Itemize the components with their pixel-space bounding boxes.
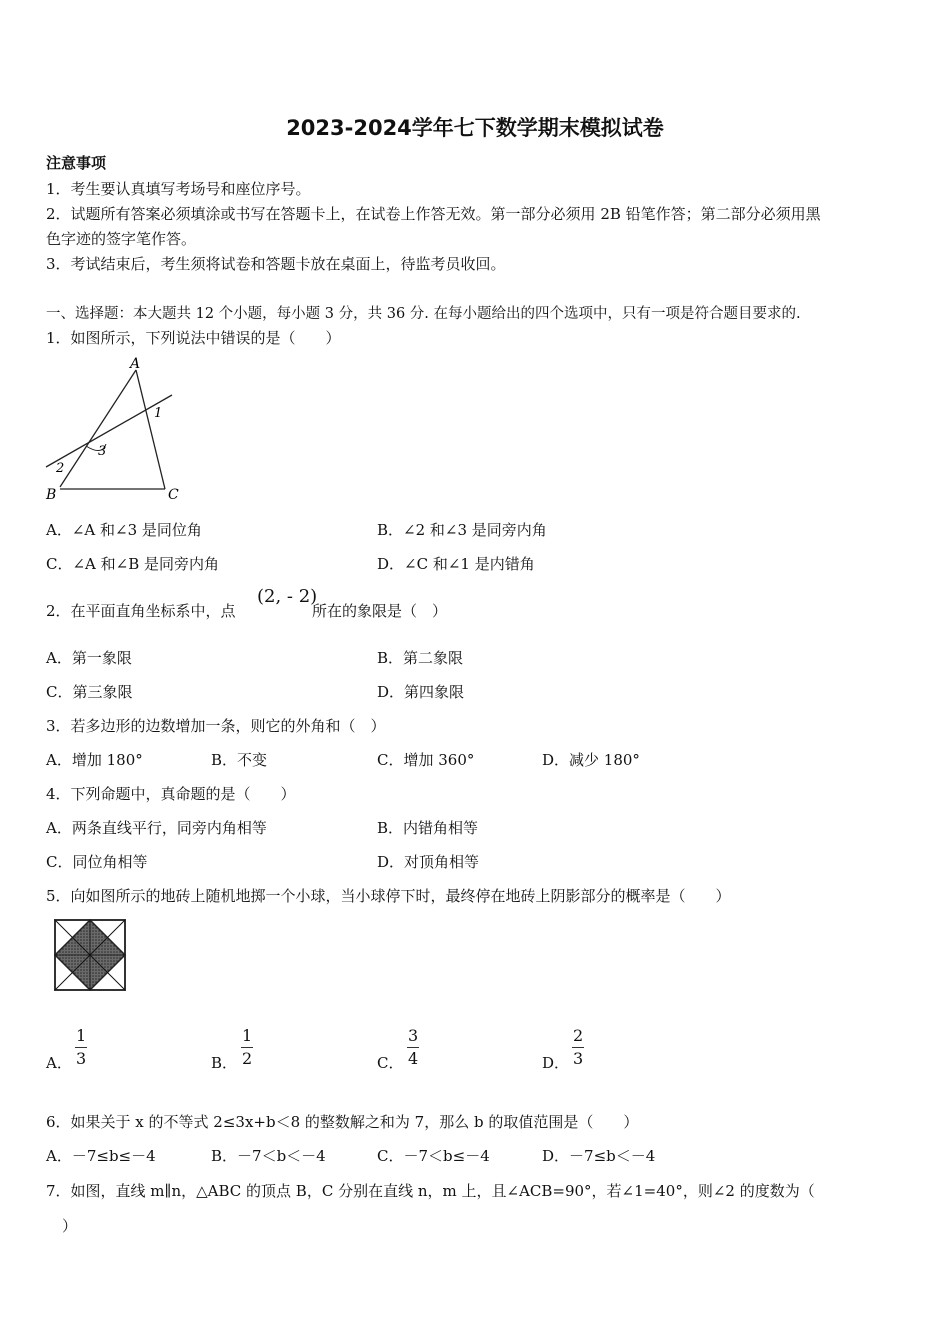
q4-option-d: D．对顶角相等: [377, 853, 480, 871]
q6-option-b: B．－7＜b＜－4: [211, 1147, 326, 1165]
q2-stem-pre: 2．在平面直角坐标系中，点: [46, 602, 236, 620]
q6-option-d: D．－7≤b＜－4: [542, 1147, 656, 1165]
vertex-label-b: B: [46, 487, 57, 503]
q6-option-c: C．－7＜b≤－4: [377, 1147, 490, 1165]
q1-stem: 1．如图所示，下列说法中错误的是（ ）: [46, 329, 341, 347]
q2-stem-post: 所在的象限是（ ）: [312, 602, 448, 620]
fraction-denominator: 4: [408, 1049, 419, 1068]
angle-label-1: 1: [154, 406, 163, 421]
q5-option-b-fraction: [240, 1027, 254, 1068]
q2-option-c: C．第三象限: [46, 683, 133, 701]
q5-stem: 5．向如图所示的地砖上随机地掷一个小球，当小球停下时，最终停在地砖上阴影部分的概率是（ ）: [46, 887, 731, 905]
q5-option-d-letter: D．: [542, 1054, 570, 1072]
q5-option-a-letter: A．: [46, 1054, 72, 1072]
q5-option-c-letter: C．: [377, 1054, 404, 1072]
q3-option-a: A．增加 180°: [46, 751, 143, 769]
q5-option-a-fraction: [74, 1027, 88, 1068]
q2-option-a: A．第一象限: [46, 649, 132, 667]
q6-stem: 6．如果关于 x 的不等式 2≤3x+b＜8 的整数解之和为 7，那么 b 的取值范围是（ ）: [46, 1113, 639, 1131]
q4-stem: 4．下列命题中，真命题的是（ ）: [46, 785, 296, 803]
page-title: 2023-2024学年七下数学期末模拟试卷: [286, 116, 664, 140]
q5-option-d-fraction: [571, 1027, 585, 1068]
vertex-label-c: C: [168, 487, 179, 503]
angle-label-2: 2: [56, 461, 65, 476]
q5-option-c-fraction: [406, 1027, 420, 1068]
q7-stem-end: ）: [62, 1217, 78, 1235]
q4-option-b: B．内错角相等: [377, 819, 479, 837]
q1-option-b: B．∠2 和∠3 是同旁内角: [377, 521, 547, 539]
notice-heading: 注意事项: [46, 154, 107, 172]
notice-item: 色字迹的签字笔作答。: [46, 230, 197, 248]
q3-stem: 3．若多边形的边数增加一条，则它的外角和（ ）: [46, 717, 386, 735]
q4-option-c: C．同位角相等: [46, 853, 148, 871]
q4-option-a: A．两条直线平行，同旁内角相等: [46, 819, 267, 837]
q1-option-a: A．∠A 和∠3 是同位角: [46, 521, 202, 539]
fraction-numerator: 3: [408, 1026, 419, 1045]
q3-option-b: B．不变: [211, 751, 268, 769]
q7-stem: 7．如图，直线 m∥n，△ABC 的顶点 B，C 分别在直线 n，m 上，且∠ACB=90°，若∠1=40°，则∠2 的度数为（: [46, 1182, 815, 1200]
q5-tile-figure: [53, 918, 127, 992]
section-heading: 一、选择题：本大题共 12 个小题，每小题 3 分，共 36 分. 在每小题给出的四个选项中，只有一项是符合题目要求的.: [46, 306, 801, 322]
notice-item: 1．考生要认真填写考场号和座位序号。: [46, 180, 311, 198]
q1-option-c: C．∠A 和∠B 是同旁内角: [46, 555, 220, 573]
q3-option-d: D．减少 180°: [542, 751, 640, 769]
fraction-denominator: 3: [76, 1049, 87, 1068]
notice-item: 2．试题所有答案必须填涂或书写在答题卡上，在试卷上作答无效。第一部分必须用 2B 铅笔作答；第二部分必须用黑: [46, 205, 821, 223]
vertex-label-a: A: [130, 356, 141, 372]
q2-option-b: B．第二象限: [377, 649, 464, 667]
q2-option-d: D．第四象限: [377, 683, 465, 701]
q1-option-d: D．∠C 和∠1 是内错角: [377, 555, 535, 573]
q6-option-a: A．－7≤b≤－4: [46, 1147, 156, 1165]
q2-point: (2, - 2): [257, 586, 318, 607]
angle-label-3: 3: [98, 444, 107, 459]
fraction-denominator: 2: [242, 1049, 253, 1068]
fraction-numerator: 1: [76, 1026, 87, 1045]
q1-triangle-figure: [40, 352, 190, 507]
fraction-denominator: 3: [573, 1049, 584, 1068]
fraction-numerator: 2: [573, 1026, 584, 1045]
fraction-numerator: 1: [242, 1026, 253, 1045]
q3-option-c: C．增加 360°: [377, 751, 475, 769]
q5-option-b-letter: B．: [211, 1054, 238, 1072]
notice-item: 3．考试结束后，考生须将试卷和答题卡放在桌面上，待监考员收回。: [46, 255, 506, 273]
